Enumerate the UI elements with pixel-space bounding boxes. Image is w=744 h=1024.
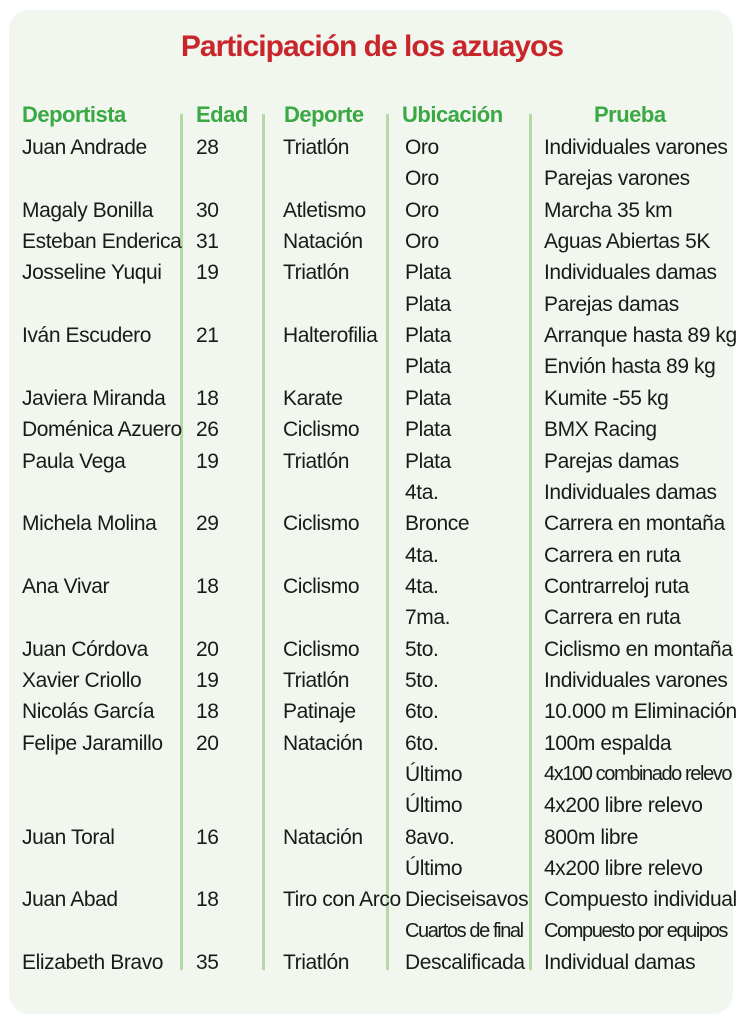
athlete-age: 35: [196, 951, 219, 975]
header-sport: Deporte: [284, 102, 364, 127]
athlete-sport: Atletismo: [283, 198, 366, 222]
table-row: [0, 446, 744, 477]
event-name: Parejas damas: [544, 292, 679, 316]
athlete-age: 18: [196, 700, 219, 724]
athlete-sport: Tiro con Arco: [283, 888, 401, 912]
athlete-name: Iván Escudero: [22, 324, 152, 348]
athlete-age: 29: [196, 512, 219, 536]
athlete-age: 28: [196, 136, 219, 159]
athlete-name: Doménica Azuero: [22, 418, 182, 442]
athlete-name: Nicolás García: [22, 700, 155, 724]
result-location: Oro: [405, 167, 439, 191]
athlete-sport: Ciclismo: [283, 637, 360, 661]
event-name: Carrera en ruta: [544, 606, 681, 630]
event-name: 100m espalda: [544, 731, 672, 755]
athlete-name: Xavier Criollo: [22, 668, 142, 692]
result-location: Oro: [405, 136, 439, 159]
event-name: Arranque hasta 89 kg: [544, 324, 737, 348]
table-row: [0, 634, 744, 665]
event-name: 800m libre: [544, 825, 639, 849]
event-name: Carrera en montaña: [544, 512, 725, 536]
table-row: [0, 320, 744, 351]
athlete-name: Magaly Bonilla: [22, 198, 153, 222]
table-row: [0, 728, 744, 759]
athlete-sport: Ciclismo: [283, 418, 360, 442]
event-name: 4x200 libre relevo: [544, 794, 703, 818]
athlete-sport: Natación: [283, 825, 363, 849]
result-location: 5to.: [405, 637, 439, 661]
result-location: Plata: [405, 324, 451, 348]
table-row: [0, 163, 744, 194]
result-location: Plata: [405, 261, 451, 285]
result-location: 6to.: [405, 731, 439, 755]
table-row: [0, 289, 744, 320]
athlete-sport: Halterofilia: [283, 324, 378, 348]
result-location: Descalificada: [405, 951, 525, 975]
result-location: Bronce: [405, 512, 470, 536]
event-name: BMX Racing: [544, 418, 657, 442]
result-location: Plata: [405, 386, 451, 410]
event-name: Individuales varones: [544, 668, 728, 692]
result-location: Último: [405, 763, 463, 786]
event-name: 10.000 m Eliminación: [544, 700, 737, 724]
athlete-name: Juan Andrade: [22, 136, 147, 159]
athlete-age: 19: [196, 261, 219, 285]
header-athlete: Deportista: [22, 102, 126, 127]
table-row: [0, 602, 744, 633]
event-name: Compuesto por equipos: [544, 919, 727, 942]
result-location: 7ma.: [405, 606, 451, 630]
athlete-name: Juan Toral: [22, 825, 115, 849]
table-row: [0, 132, 744, 163]
result-location: 6to.: [405, 700, 439, 724]
athlete-name: Michela Molina: [22, 512, 157, 536]
table-row: [0, 351, 744, 382]
table-row: [0, 916, 744, 947]
result-location: Oro: [405, 198, 439, 222]
result-location: 4ta.: [405, 574, 439, 598]
event-name: Aguas Abiertas 5K: [544, 230, 710, 254]
athlete-name: Josseline Yuqui: [22, 261, 162, 285]
athlete-sport: Karate: [283, 386, 343, 410]
page-title: Participación de los azuayos: [180, 30, 564, 63]
table-row: [0, 790, 744, 821]
table-row: [0, 884, 744, 915]
athlete-age: 18: [196, 888, 219, 912]
athlete-age: 20: [196, 731, 219, 755]
athlete-age: 18: [196, 386, 219, 410]
event-name: 4x200 libre relevo: [544, 857, 703, 881]
athlete-age: 19: [196, 449, 219, 473]
athlete-age: 20: [196, 637, 219, 661]
header-event: Prueba: [594, 102, 666, 127]
table-row: [0, 759, 744, 790]
header-location: Ubicación: [402, 102, 503, 127]
table-row: [0, 195, 744, 226]
event-name: 4x100 combinado relevo: [544, 763, 732, 785]
result-location: Último: [405, 857, 463, 881]
result-location: 4ta.: [405, 480, 439, 504]
event-name: Marcha 35 km: [544, 198, 673, 222]
table-row: [0, 571, 744, 602]
athlete-sport: Triatlón: [283, 951, 350, 975]
table-row: [0, 665, 744, 696]
athlete-sport: Triatlón: [283, 449, 350, 473]
table-row: [0, 383, 744, 414]
athlete-sport: Natación: [283, 230, 363, 254]
result-location: 4ta.: [405, 543, 439, 567]
athlete-sport: Triatlón: [283, 261, 350, 285]
table-row: [0, 477, 744, 508]
result-location: 8avo.: [405, 825, 455, 849]
athlete-age: 19: [196, 668, 219, 692]
event-name: Envión hasta 89 kg: [544, 355, 716, 379]
table-row: [0, 696, 744, 727]
athlete-age: 21: [196, 324, 219, 348]
result-location: Dieciseisavos: [405, 888, 529, 912]
result-location: 5to.: [405, 668, 439, 692]
event-name: Ciclismo en montaña: [544, 637, 733, 661]
athlete-name: Felipe Jaramillo: [22, 731, 163, 755]
event-name: Individual damas: [544, 951, 696, 975]
table-row: [0, 257, 744, 288]
athlete-age: 30: [196, 198, 219, 222]
event-name: Parejas damas: [544, 449, 679, 473]
table-row: [0, 540, 744, 571]
event-name: Kumite -55 kg: [544, 386, 669, 410]
athlete-name: Ana Vivar: [22, 574, 110, 598]
result-location: Plata: [405, 292, 451, 316]
result-location: Plata: [405, 449, 451, 473]
athlete-name: Esteban Enderica: [22, 230, 182, 254]
event-name: Carrera en ruta: [544, 543, 681, 567]
event-name: Contrarreloj ruta: [544, 574, 689, 598]
event-name: Individuales damas: [544, 261, 717, 285]
athlete-sport: Triatlón: [283, 136, 350, 159]
event-name: Parejas varones: [544, 167, 690, 191]
athlete-name: Elizabeth Bravo: [22, 951, 164, 975]
result-location: Oro: [405, 230, 439, 254]
table-row: [0, 947, 744, 978]
result-location: Último: [405, 794, 463, 818]
athlete-sport: Natación: [283, 731, 363, 755]
event-name: Individuales damas: [544, 480, 717, 504]
athlete-name: Juan Abad: [22, 888, 118, 912]
athlete-sport: Patinaje: [283, 700, 356, 724]
athlete-name: Paula Vega: [22, 449, 126, 473]
table-row: [0, 226, 744, 257]
table-row: [0, 822, 744, 853]
table-row: [0, 853, 744, 884]
result-location: Cuartos de final: [405, 919, 523, 942]
table-row: [0, 508, 744, 539]
athlete-age: 31: [196, 230, 219, 254]
athlete-sport: Ciclismo: [283, 574, 360, 598]
event-name: Individuales varones: [544, 136, 728, 159]
athlete-sport: Triatlón: [283, 668, 350, 692]
athlete-age: 26: [196, 418, 219, 442]
athlete-age: 16: [196, 825, 219, 849]
athlete-name: Juan Córdova: [22, 637, 148, 661]
result-location: Plata: [405, 355, 451, 379]
athlete-name: Javiera Miranda: [22, 386, 166, 410]
athlete-sport: Ciclismo: [283, 512, 360, 536]
header-age: Edad: [196, 102, 248, 127]
table-row: [0, 414, 744, 445]
event-name: Compuesto individual: [544, 888, 737, 912]
result-location: Plata: [405, 418, 451, 442]
athlete-age: 18: [196, 574, 219, 598]
